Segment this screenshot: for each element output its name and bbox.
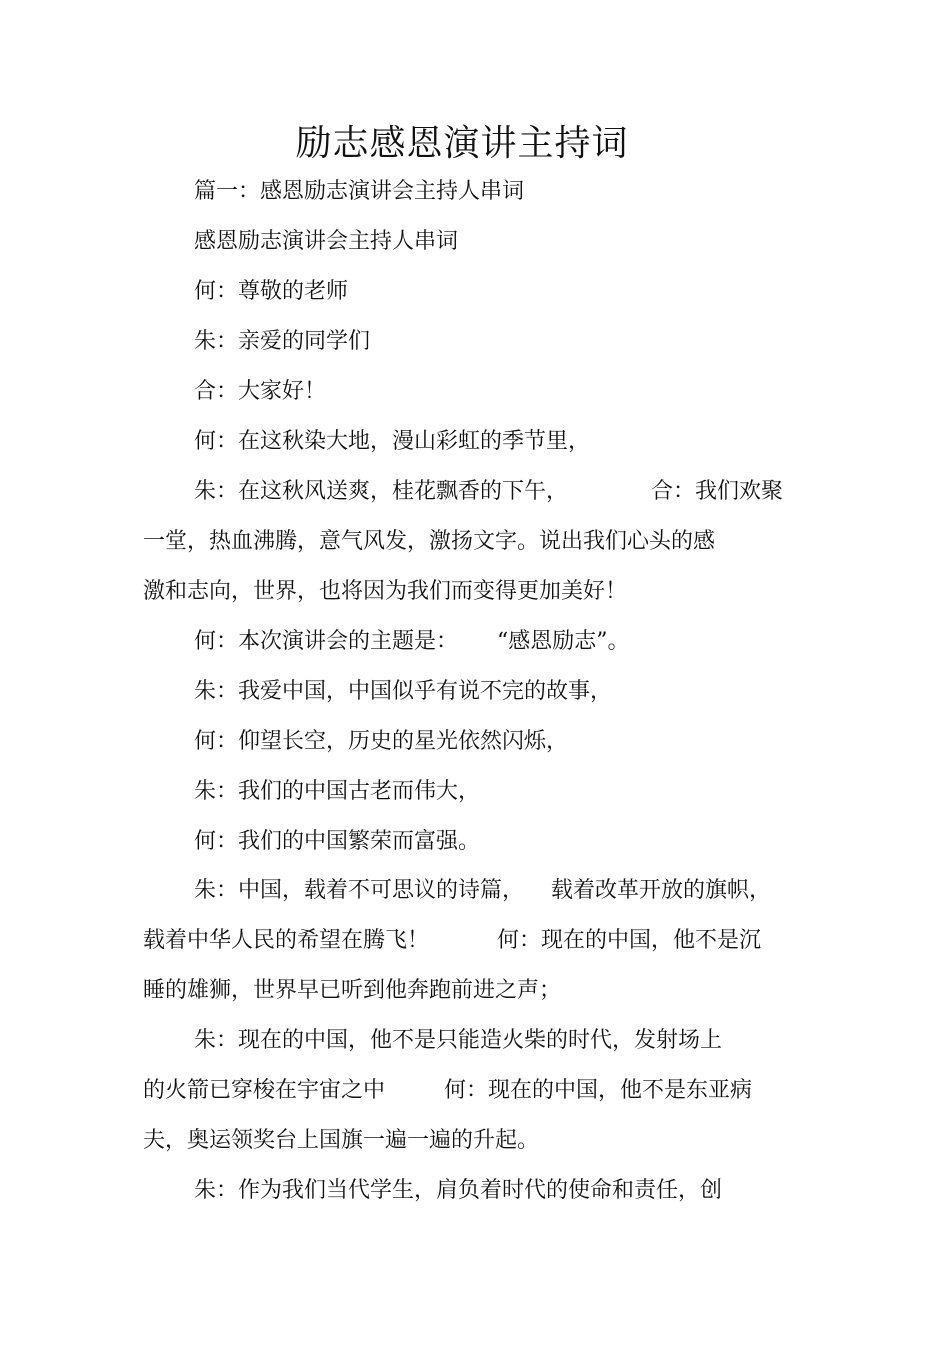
paragraph-line: 何：我们的中国繁荣而富强。 <box>194 829 481 854</box>
paragraph-line: 何：在这秋染大地，漫山彩虹的季节里， <box>194 429 591 454</box>
paragraph-line: 朱：现在的中国，他不是只能造火柴的时代，发射场上 <box>194 1028 723 1053</box>
document-title: 励志感恩演讲主持词 <box>295 123 629 164</box>
paragraph-line-continuation: 载着改革开放的旗帜， <box>551 878 772 903</box>
section-heading: 篇一：感恩励志演讲会主持人串词 <box>194 179 525 204</box>
paragraph-line-continuation: 合：我们欢聚 <box>651 479 784 504</box>
paragraph-line: 的火箭已穿梭在宇宙之中 <box>143 1078 386 1103</box>
paragraph-line: 何：本次演讲会的主题是： <box>194 629 459 654</box>
paragraph-line: 合：大家好！ <box>194 379 327 404</box>
theme-quote: “感恩励志”。 <box>497 629 630 654</box>
paragraph-line: 何：仰望长空，历史的星光依然闪烁， <box>194 729 569 754</box>
subheading: 感恩励志演讲会主持人串词 <box>194 229 459 254</box>
paragraph-line: 朱：在这秋风送爽，桂花飘香的下午， <box>194 479 569 504</box>
paragraph-line: 夫，奥运领奖台上国旗一遍一遍的升起。 <box>143 1128 540 1153</box>
paragraph-line: 激和志向，世界，也将因为我们而变得更加美好！ <box>143 579 628 604</box>
paragraph-line: 朱：亲爱的同学们 <box>194 329 371 354</box>
paragraph-line: 载着中华人民的希望在腾飞！ <box>143 928 430 953</box>
paragraph-line: 何：尊敬的老师 <box>194 279 349 304</box>
paragraph-line-continuation: 何：现在的中国，他不是东亚病 <box>444 1078 753 1103</box>
paragraph-line: 朱：中国，载着不可思议的诗篇， <box>194 878 525 903</box>
paragraph-line: 朱：我爱中国，中国似乎有说不完的故事， <box>194 679 613 704</box>
paragraph-line: 朱：作为我们当代学生，肩负着时代的使命和责任，创 <box>194 1178 723 1203</box>
paragraph-line: 睡的雄狮，世界早已听到他奔跑前进之声； <box>143 978 562 1003</box>
paragraph-line: 朱：我们的中国古老而伟大， <box>194 779 481 804</box>
paragraph-line-continuation: 何：现在的中国，他不是沉 <box>497 928 762 953</box>
paragraph-line: 一堂，热血沸腾，意气风发，激扬文字。说出我们心头的感 <box>143 529 716 554</box>
